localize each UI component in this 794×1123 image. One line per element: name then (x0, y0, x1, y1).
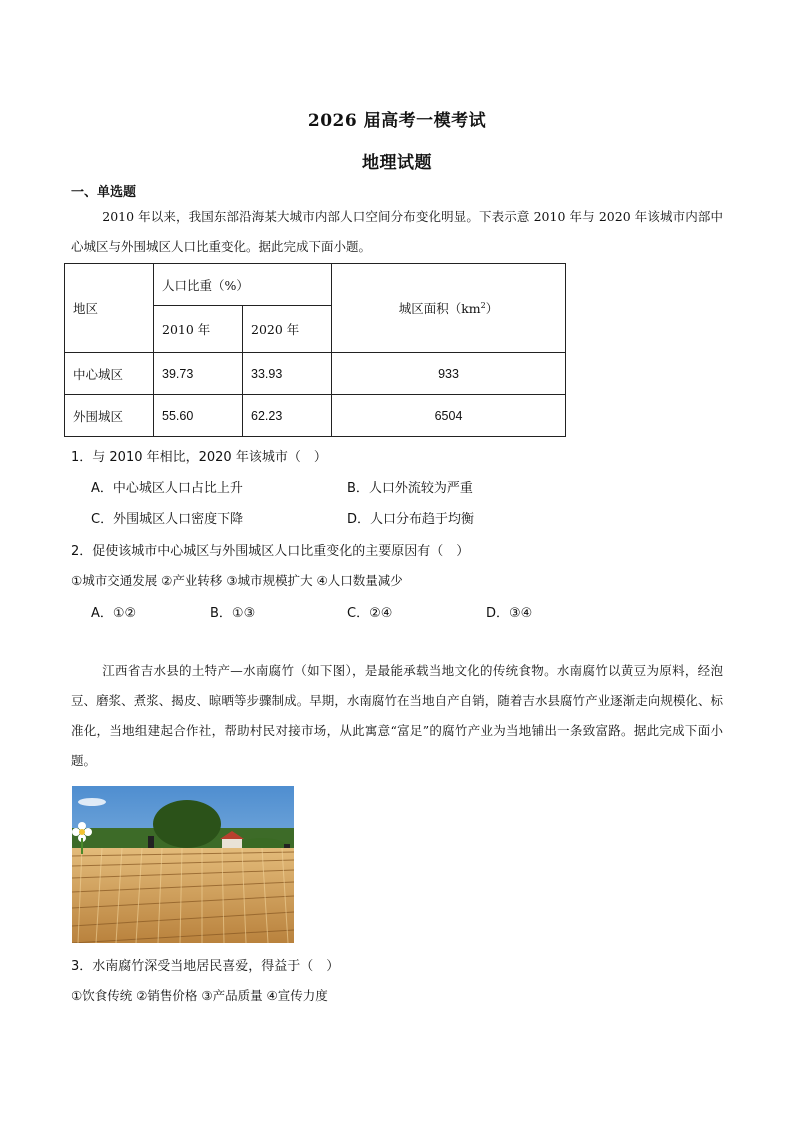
q1-option-b[interactable]: B．人口外流较为严重 (347, 481, 473, 496)
q2-option-d[interactable]: D．③④ (486, 606, 533, 621)
cell-2020: 62.23 (243, 395, 332, 437)
table-row (65, 353, 566, 395)
cell-2010: 55.60 (154, 395, 243, 437)
cell-region: 中心城区 (65, 353, 154, 395)
q2-option-a[interactable]: A．①② (91, 606, 137, 621)
q2-option-c[interactable]: C．②④ (347, 606, 393, 621)
passage-2: 江西省吉水县的土特产—水南腐竹（如下图），是最能承载当地文化的传统食物。水南腐竹以黄豆为原料，经泡豆、磨浆、煮浆、揭皮、晾晒等步骤制成。早期，水南腐竹在当地自产自销，随着吉水县腐竹产业逐渐走向规模化、标准化，当地组建起合作社，帮助村民对接市场，从此寓意“富足”的腐竹产业为当地铺出一条致富路。据此完成下面小题。 (71, 663, 723, 768)
passage-1: 2010 年以来，我国东部沿海某大城市内部人口空间分布变化明显。下表示意 2010 年与 2020 年该城市内部中心城区与外围城区人口比重变化。据此完成下面小题。 (71, 209, 723, 254)
subject-title: 地理试题 (362, 153, 432, 173)
header-year-2010: 2010 年 (154, 306, 243, 353)
q1-option-d[interactable]: D．人口分布趋于均衡 (347, 512, 475, 527)
q1-option-c[interactable]: C．外围城区人口密度下降 (91, 512, 244, 527)
cell-region: 外围城区 (65, 395, 154, 437)
q2-items: ①城市交通发展 ②产业转移 ③城市规模扩大 ④人口数量减少 (71, 573, 403, 588)
header-area (332, 264, 566, 353)
question-2-stem: 2．促使该城市中心城区与外围城区人口比重变化的主要原因有（ ） (71, 544, 470, 559)
cell-2020: 33.93 (243, 353, 332, 395)
cell-area: 933 (332, 353, 566, 395)
header-area-sup: 2 (480, 300, 486, 310)
yuba-drying-photo (72, 786, 294, 943)
cell-area: 6504 (332, 395, 566, 437)
q2-option-b[interactable]: B．①③ (210, 606, 256, 621)
header-year-2020: 2020 年 (243, 306, 332, 353)
q3-items: ①饮食传统 ②销售价格 ③产品质量 ④宣传力度 (71, 988, 328, 1003)
q1-option-a[interactable]: A．中心城区人口占比上升 (91, 481, 243, 496)
cell-2010: 39.73 (154, 353, 243, 395)
header-area-close: ） (485, 301, 499, 316)
header-region: 地区 (65, 264, 154, 353)
question-3-stem: 3．水南腐竹深受当地居民喜爱，得益于（ ） (71, 959, 340, 974)
population-table (64, 263, 566, 437)
exam-title: 2026 届高考一模考试 (307, 111, 487, 131)
question-1-stem: 1．与 2010 年相比，2020 年该城市（ ） (71, 450, 327, 465)
table-row (65, 395, 566, 437)
section-heading: 一、单选题 (71, 185, 137, 200)
header-area-text: 城区面积（km (398, 301, 481, 316)
header-share: 人口比重（%） (154, 264, 332, 306)
